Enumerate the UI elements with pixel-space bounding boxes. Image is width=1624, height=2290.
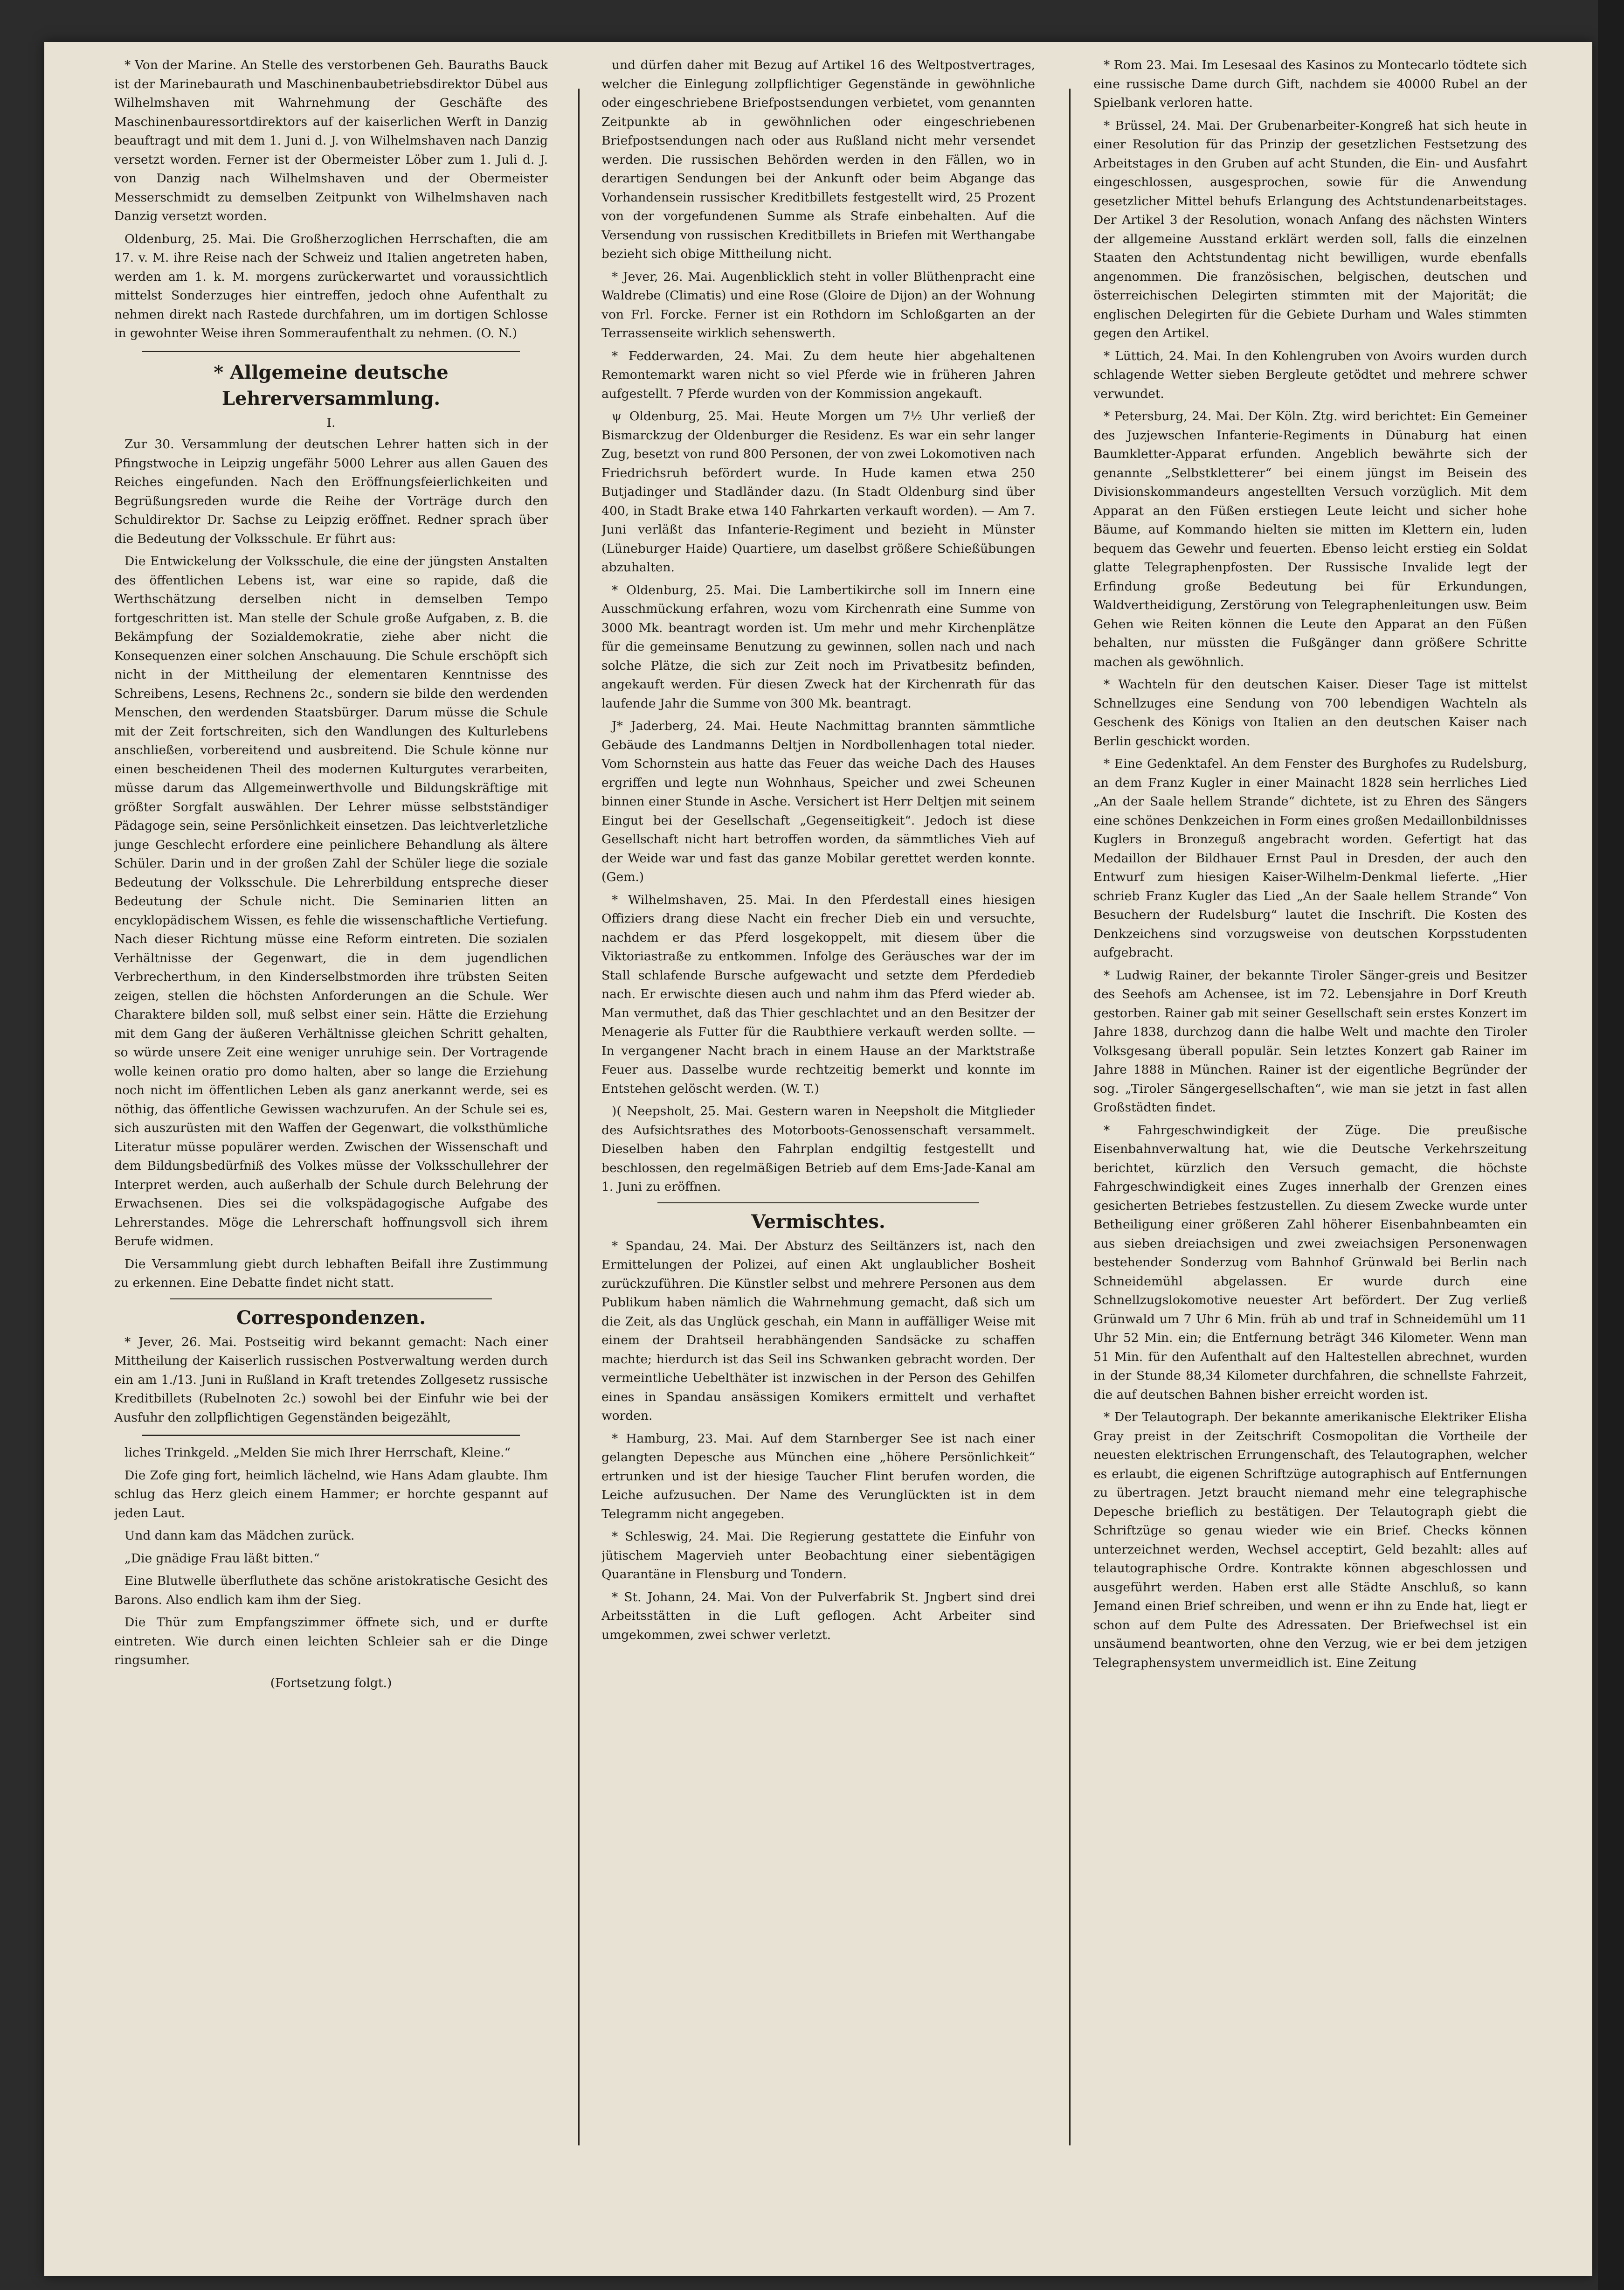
article-jever-blossoms: * Jever, 26. Mai. Augenblicklich steht in voller Blüthenpracht eine Waldrebe (Climatis) und eine Rose (Gloire de Dijon) an der Wohnung von Frl. Forcke. Ferner ist ein Rothdorn im Schloßgarten an der Terrassenseite wirklich sehenswerth. bbox=[601, 269, 1035, 340]
feuilleton-line: Und dann kam das Mädchen zurück. bbox=[124, 1528, 355, 1543]
article-oldenburg: Oldenburg, 25. Mai. Die Großherzoglichen Herrschaften, die am 17. v. M. ihre Reise nach der Schweiz und Italien angetreten haben, werden am 1. k. M. morgens zurückerwartet und voraussichtlich mittelst Sonderzuges hier eintreffen, jedoch ohne Aufenthalt zu nehmen direkt nach Rastede durchfahren, um im dortigen Schlosse in gewohnter Weise ihren Sommeraufenthalt zu nehmen. (O. N.) bbox=[114, 231, 548, 340]
heading-vermischtes: Vermischtes. bbox=[751, 1210, 885, 1233]
article-oldenburg-bismarckzug: ψ Oldenburg, 25. Mai. Heute Morgen um 7½ Uhr verließ der Bismarckzug der Oldenburger die Residenz. Es war ein sehr langer Zug, besetzt von rund 800 Personen, der von zwei Lokomotiven nach Friedrichsruh befördert wurde. In Hude kamen etwa 250 Butjadinger und Stadländer dazu. (In Stadt Oldenburg sind über 400, in Stadt Brake etwa 140 Fahrkarten verkauft worden). — Am 7. Juni verläßt das Infanterie-Regiment und bezieht in Münster (Lüneburger Haide) Quartiere, um daselbst größere Schießübungen abzuhalten. bbox=[601, 409, 1035, 575]
article-spandau: * Spandau, 24. Mai. Der Absturz des Seiltänzers ist, nach den Ermittelungen der Polizei, auf einen Akt unglaublicher Bosheit zurückzuführen. Die Künstler selbst und mehrere Personen aus dem Publikum haben nämlich die Wahrnehmung gemacht, daß sich um die Zeit, als das Unglück geschah, ein Mann in auffälliger Weise mit einem der Drahtseil herabhängenden Sandsäcke zu schaffen machte; hierdurch ist das Seil ins Schwanken gebracht worden. Der vermeintliche Uebelthäter ist inzwischen in der Person des Gehilfen eines in Spandau ansässigen Komikers ermittelt und verhaftet worden. bbox=[601, 1238, 1035, 1423]
column-right bbox=[1093, 56, 1527, 2192]
separator bbox=[657, 1202, 979, 1203]
article-fedderwarden: * Fedderwarden, 24. Mai. Zu dem heute hier abgehaltenen Remontemarkt waren nicht so viel Pferde wie in früheren Jahren aufgestellt. 7 Pferde wurden von der Kommission angekauft. bbox=[601, 348, 1035, 401]
scan-edge bbox=[1598, 0, 1624, 2290]
article-jever: * Jever, 26. Mai. Postseitig wird bekannt gemacht: Nach einer Mittheilung der Kaiserlich russischen Postverwaltung werden durch ein am 1./13. Juni in Rußland in Kraft tretendes Zollgesetz russische Kreditbillets (Rubelnoten 2c.) sowohl bei der Einfuhr wie bei der Ausfuhr den zollpflichtigen Gegenständen beigezählt, bbox=[114, 1334, 548, 1425]
section-number: I. bbox=[326, 415, 336, 430]
feuilleton-line: Eine Blutwelle überfluthete das schöne aristokratische Gesicht des Barons. Also endlich kam ihm der Sieg. bbox=[114, 1574, 548, 1607]
heading-correspondenzen: Correspondenzen. bbox=[236, 1306, 426, 1329]
separator bbox=[142, 351, 520, 352]
article-marine: * Von der Marine. An Stelle des verstorbenen Geh. Bauraths Bauck ist der Marinebaurath und Maschinenbaubetriebsdirektor Dübel aus Wilhelmshaven mit Wahrnehmung der Geschäfte des Maschinenbauressortdirektors auf der kaiserlichen Werft in Danzig beauftragt und mit dem 1. Juni d. J. von Wilhelmshaven nach Danzig versetzt worden. Ferner ist der Obermeister Löber zum 1. Juli d. J. von Danzig nach Wilhelmshaven und der Obermeister Messerschmidt zu demselben Zeitpunkt von Wilhelmshaven nach Danzig versetzt worden. bbox=[114, 58, 548, 223]
continuation-note: (Fortsetzung folgt.) bbox=[270, 1675, 392, 1690]
article-neepsholt: )( Neepsholt, 25. Mai. Gestern waren in Neepsholt die Mitglieder des Aufsichtsrathes des Motorboots-Genossenschaft versammelt. Dieselben haben den Fahrplan endgiltig festgestellt und beschlossen, den regelmäßigen Betrieb auf dem Ems-Jade-Kanal am 1. Juni zu eröffnen. bbox=[601, 1104, 1035, 1194]
article-luettich: * Lüttich, 24. Mai. In den Kohlengruben von Avoirs wurden durch schlagende Wetter sieben Bergleute getödtet und mehrere schwer verwundet. bbox=[1093, 348, 1527, 401]
feuilleton-separator bbox=[142, 1435, 520, 1436]
column-middle bbox=[601, 56, 1035, 2192]
article-bruessel: * Brüssel, 24. Mai. Der Grubenarbeiter-Kongreß hat sich heute in einer Resolution für das Prinzip der gesetzlichen Festsetzung des Arbeitstages in den Gruben auf acht Stunden, die Ein- und Ausfahrt eingeschlossen, ausgesprochen, sowie für die Anwendung gesetzlicher Mittel behufs Erlangung des Achtstundenarbeitstages. Der Artikel 3 der Resolution, wonach Anfang des nächsten Winters der allgemeine Ausstand erklärt werden soll, falls die einzelnen Staaten den Achtstundentag nicht bewilligen, wurde ebenfalls angenommen. Die französischen, belgischen, deutschen und österreichischen Delegirten stimmten mit der Majorität; die englischen Delegirten für die Gebiete Durham und Wales stimmten gegen den Artikel. bbox=[1093, 118, 1527, 340]
article-jaderberg: J* Jaderberg, 24. Mai. Heute Nachmittag brannten sämmtliche Gebäude des Landmanns Deltjen in Nordbollenhagen total nieder. Vom Schornstein aus hatte das Feuer das weiche Dach des Hauses ergriffen und legte nun Wohnhaus, Speicher und zwei Scheunen binnen einer Stunde in Asche. Versichert ist Herr Deltjen mit seinem Eingut bei der Gesellschaft „Gegenseitigkeit“. Jedoch ist diese Gesellschaft nicht hart betroffen worden, da sämmtliches Vieh auf der Weide war und fast das ganze Mobilar gerettet werden konnte. (Gem.) bbox=[601, 719, 1035, 884]
separator bbox=[170, 1298, 492, 1299]
column-rule bbox=[578, 89, 580, 2145]
column-rule bbox=[1069, 89, 1071, 2145]
paragraph: Zur 30. Versammlung der deutschen Lehrer hatten sich in der Pfingstwoche in Leipzig ungefähr 5000 Lehrer aus allen Gauen des Reiches eingefunden. Nach den Eröffnungsfeierlichkeiten und Begrüßungsreden wurde die Reihe der Vorträge durch den Schuldirektor Dr. Sachse zu Leipzig eröffnet. Redner sprach über die Bedeutung der Volksschule. Er führt aus: bbox=[114, 437, 548, 546]
article-fahrgeschwindigkeit: * Fahrgeschwindigkeit der Züge. Die preußische Eisenbahnverwaltung hat, wie die Deutsche Verkehrszeitung berichtet, kürzlich den Versuch gemacht, die höchste Fahrgeschwindigkeit eines Zuges innerhalb der Grenzen eines gesicherten Betriebes festzustellen. Zu diesem Zwecke wurde unter Betheiligung einer größeren Zahl höherer Eisenbahnbeamten ein aus sieben dreiachsigen und zwei zweiachsigen Personenwagen bestehender Sonderzug vom Bahnhof Grünwald bei Berlin nach Schneidemühl abgelassen. Er wurde durch eine Schnellzugslokomotive neuester Art befördert. Der Zug verließ Grünwald um 7 Uhr 6 Min. früh ab und traf in Schneidemühl um 11 Uhr 52 Min. ein; die Entfernung beträgt 346 Kilometer. Wenn man 51 Min. für den Aufenthalt auf den Haltestellen abrechnet, wurden in der Stunde 88,34 Kilometer durchfahren, die schnellste Fahrzeit, die auf deutschen Bahnen bisher erreicht worden ist. bbox=[1093, 1123, 1527, 1402]
article-rom: * Rom 23. Mai. Im Lesesaal des Kasinos zu Montecarlo tödtete sich eine russische Dame durch Gift, nachdem sie 40000 Rubel an der Spielbank verloren hatte. bbox=[1093, 58, 1527, 110]
article-petersburg: * Petersburg, 24. Mai. Der Köln. Ztg. wird berichtet: Ein Gemeiner des Juzjewschen Infanterie-Regiments in Dünaburg hat einen Baumkletter-Apparat erfunden. Angeblich bewährte sich der genannte „Selbstkletterer“ bei einem jüngst im Beisein des Divisionskommandeurs angestellten Versuch vorzüglich. Mit dem Apparat an den Füßen erstiegen Leute leicht und sicher hohe Bäume, auf Kommando hielten sie mitten im Klettern ein, luden bequem das Gewehr und feuerten. Ebenso leicht erstieg ein Soldat glatte Telegraphenpfosten. Der Russische Invalide legt der Erfindung große Bedeutung bei für Erkundungen, Waldvertheidigung, Zerstörung von Telegraphenleitungen usw. Beim Gehen wie Reiten können die Leute den Apparat an den Füßen behalten, nur müssten die Fußgänger dann größere Schritte machen als gewöhnlich. bbox=[1093, 409, 1527, 669]
article-ludwig-rainer: * Ludwig Rainer, der bekannte Tiroler Sänger-greis und Besitzer des Seehofs am Achensee, ist im 72. Lebensjahre in Dorf Kreuth gestorben. Rainer gab mit seiner Gesellschaft sein erstes Konzert im Jahre 1838, durchzog dann die halbe Welt und machte den Tiroler Volksgesang überall populär. Sein letztes Konzert gab Rainer im Jahre 1888 in München. Rainer ist der eigentliche Begründer der sog. „Tiroler Sängergesellschaften“, wie man sie jetzt in fast allen Großstädten findet. bbox=[1093, 968, 1527, 1115]
heading-lehrerversammlung: * Allgemeine deutsche Lehrerversammlung. bbox=[214, 361, 449, 409]
feuilleton-line: Die Thür zum Empfangszimmer öffnete sich, und er durfte eintreten. Wie durch einen leichten Schleier sah er die Dinge ringsumher. bbox=[114, 1615, 548, 1667]
article-telautograph: * Der Telautograph. Der bekannte amerikanische Elektriker Elisha Gray preist in der Zeitschrift Cosmopolitan die Vortheile der neuesten elektrischen Errungenschaft, des Telautographen, welcher es erlaubt, die eigenen Schriftzüge autographisch auf Entfernungen zu übertragen. Jetzt braucht niemand mehr eine telegraphische Depesche brieflich zu bestätigen. Der Telautograph giebt die Schriftzüge so genau wieder wie ein Brief. Checks können unterzeichnet werden, Wechsel acceptirt, Geld bezahlt: alles auf telautographische Ordre. Kontrakte können abgeschlossen und ausgeführt werden. Haben erst alle Städte Anschluß, so kann Jemand einen Brief schreiben, und wenn er ihn zu Ende hat, liegt er schon auf dem Pulte des Adressaten. Der Briefwechsel ist ein unsäumend beantworten, ohne den Verzug, wie er bei dem jetzigen Telegraphensystem unvermeidlich ist. Eine Zeitung bbox=[1093, 1410, 1527, 1670]
article-st-johann: * St. Johann, 24. Mai. Von der Pulverfabrik St. Jngbert sind drei Arbeitsstätten in die Luft geflogen. Acht Arbeiter sind umgekommen, zwei schwer verletzt. bbox=[601, 1589, 1035, 1642]
feuilleton-line: liches Trinkgeld. „Melden Sie mich Ihrer Herrschaft, Kleine.“ bbox=[124, 1445, 511, 1460]
feuilleton-line: „Die gnädige Frau läßt bitten.“ bbox=[124, 1551, 320, 1566]
article-continuation: und dürfen daher mit Bezug auf Artikel 16 des Weltpostvertrages, welcher die Einlegung zollpflichtiger Gegenstände in gewöhnliche oder eingeschriebene Briefpostsendungen verbietet, vom genannten Zeitpunkte ab in gewöhnlichen oder eingeschriebenen Briefpostsendungen nach oder aus Rußland nicht mehr versendet werden. Die russischen Behörden werden in den Fällen, wo in derartigen Sendungen bei der Ankunft oder beim Abgange das Vorhandensein russischer Kreditbillets festgestellt wird, 25 Prozent von der vorgefundenen Summe als Strafe einbehalten. Auf die Versendung von russischen Kreditbillets in Briefen mit Werthangabe bezieht sich obige Mittheilung nicht. bbox=[601, 58, 1035, 261]
article-schleswig: * Schleswig, 24. Mai. Die Regierung gestattete die Einfuhr von jütischem Magervieh unter Beobachtung einer siebentägigen Quarantäne in Flensburg und Tondern. bbox=[601, 1529, 1035, 1582]
article-oldenburg-kirche: * Oldenburg, 25. Mai. Die Lambertikirche soll im Innern eine Ausschmückung erfahren, wozu vom Kirchenrath eine Summe von 3000 Mk. beantragt worden ist. Um mehr und mehr Kirchenplätze für die gemeinsame Benutzung zu gewinnen, sollen nach und nach solche Plätze, die sich zur Zeit noch im Privatbesitz befinden, angekauft werden. Für diesen Zweck hat der Kirchenrath für das laufende Jahr die Summe von 300 Mk. beantragt. bbox=[601, 583, 1035, 711]
column-left bbox=[114, 56, 548, 2192]
article-gedenktafel: * Eine Gedenktafel. An dem Fenster des Burghofes zu Rudelsburg, an dem Franz Kugler in einer Mainacht 1828 sein herrliches Lied „An der Saale hellem Strande“ dichtete, ist zu Ehren des Sängers eine schönes Denkzeichen in Form eines großen Medaillonbildnisses Kuglers in Bronzeguß angebracht worden. Gefertigt hat das Medaillon der Bildhauer Ernst Paul in Dresden, der auch den Entwurf zum hiesigen Kaiser-Wilhelm-Denkmal lieferte. „Hier schrieb Franz Kugler das Lied „An der Saale hellem Strande“ Von Besuchern der Rudelsburg“ lautet die Inschrift. Die Kosten des Denkzeichens sind vorzugsweise von deutschen Korpsstudenten aufgebracht. bbox=[1093, 756, 1527, 960]
article-wachteln: * Wachteln für den deutschen Kaiser. Dieser Tage ist mittelst Schnellzuges eine Sendung von 700 lebendigen Wachteln als Geschenk des Königs von Italien an den deutschen Kaiser nach Berlin geschickt worden. bbox=[1093, 677, 1527, 749]
paragraph: Die Entwickelung der Volksschule, die eine der jüngsten Anstalten des öffentlichen Lebens ist, war eine so rapide, daß die Werthschätzung derselben nicht in demselben Tempo fortgeschritten ist. Man stelle der Schule große Aufgaben, z. B. die Bekämpfung der Sozialdemokratie, ziehe aber nicht die Konsequenzen einer solchen Anschauung. Die Schule erschöpft sich nicht in der Mittheilung der elementaren Kenntnisse des Schreibens, Lesens, Rechnens 2c., sondern sie bilde den werdenden Menschen, den werdenden Staatsbürger. Darum müsse die Schule mit der Zeit fortschreiten, sich den Wandlungen des Kulturlebens anschließen, vorbereitend und ausbreitend. Die Schule könne nur einen bescheidenen Theil des modernen Kulturgutes verarbeiten, müsse darum das Allgemeinwerthvolle und Bildungskräftige mit größter Sorgfalt auswählen. Der Lehrer müsse selbstständiger Pädagoge sein, seine Persönlichkeit einsetzen. Das leichtverletzliche junge Geschlecht erfordere eine peinlichere Behandlung als ältere Schüler. Darin und in der großen Zahl der Schüler liege die soziale Bedeutung der Volksschule. Die Lehrerbildung entspreche dieser Bedeutung der Schule nicht. Die Seminarien litten an encyklopädischem Wissen, es fehle die wissenschaftliche Vertiefung. Nach dieser Richtung müsse eine Reform eintreten. Die sozialen Verhältnisse der Gegenwart, die in dem jugendlichen Verbrecherthum, in den Kinderselbstmorden ihre trübsten Seiten zeigen, stellen die höchsten Anforderungen an die Schule. Wer Charaktere bilden soll, muß selbst einer sein. Hätte die Erziehung mit dem Gang der äußeren Verhältnisse gleichen Schritt gehalten, so würde unsere Zeit eine weniger unruhige sein. Der Vortragende wolle keinen oratio pro domo halten, aber so lange die Erziehung noch nicht im öffentlichen Leben als ganz anerkannt werde, sei es nöthig, das öffentliche Gewissen wachzurufen. An der Schule sei es, sich auszurüsten mit den Waffen der Gegenwart, die volksthümliche Literatur müsse populärer werden. Zwischen der Wissenschaft und dem Bildungsbedürfniß des Volkes müsse der Volksschullehrer der Interpret werden, auch außerhalb der Schule durch Belehrung der Erwachsenen. Dies sei die volkspädagogische Aufgabe des Lehrerstandes. Möge die Lehrerschaft hoffnungsvoll sich ihrem Berufe widmen. bbox=[114, 554, 548, 1249]
article-wilhelmshaven: * Wilhelmshaven, 25. Mai. In den Pferdestall eines hiesigen Offiziers drang diese Nacht ein frecher Dieb ein und versuchte, nachdem er das Pferd losgekoppelt, mit diesem über die Viktoriastraße zu entkommen. Infolge des Geräusches war der im Stall schlafende Bursche aufgewacht und setzte dem Pferdedieb nach. Er erwischte diesen auch und nahm ihm das Pferd wieder ab. Man vermuthet, daß das Thier geschlachtet und an den Besitzer der Menagerie als Futter für die Raubthiere verkauft werden sollte. — In vergangener Nacht brach in einem Hause an der Marktstraße Feuer aus. Dasselbe wurde rechtzeitig bemerkt und konnte im Entstehen gelöscht werden. (W. T.) bbox=[601, 892, 1035, 1096]
feuilleton-line: Die Zofe ging fort, heimlich lächelnd, wie Hans Adam glaubte. Ihm schlug das Herz gleich einem Hammer; er horchte gespannt auf jeden Laut. bbox=[114, 1468, 548, 1520]
article-hamburg: * Hamburg, 23. Mai. Auf dem Starnberger See ist nach einer gelangten Depesche aus München eine „höhere Persönlichkeit“ ertrunken und ist der hiesige Taucher Flint berufen worden, die Leiche aufzusuchen. Der Name des Verunglückten ist in dem Telegramm nicht angegeben. bbox=[601, 1431, 1035, 1521]
paragraph: Die Versammlung giebt durch lebhaften Beifall ihre Zustimmung zu erkennen. Eine Debatte findet nicht statt. bbox=[114, 1256, 548, 1290]
